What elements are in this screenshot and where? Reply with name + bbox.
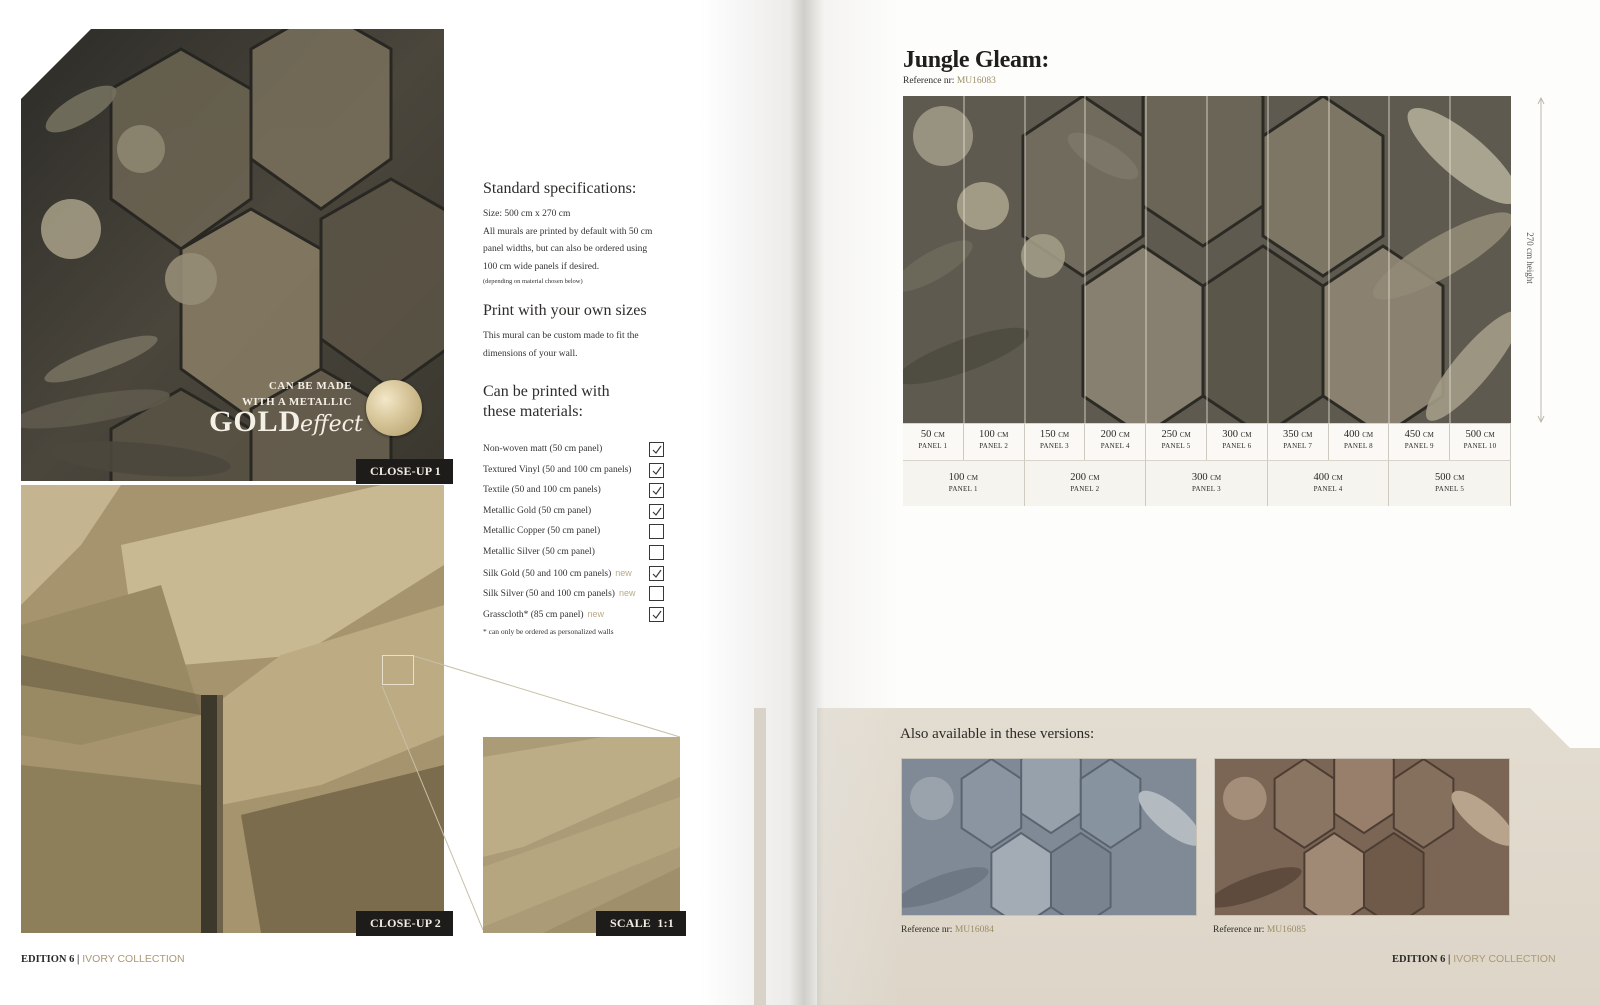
panel-width [964, 424, 1024, 442]
panel-number: PANEL 5 [1161, 442, 1191, 450]
panel-50-cell [1329, 424, 1390, 460]
scale-label: SCALE 1:1 [596, 911, 686, 936]
panel-number: PANEL 3 [1191, 485, 1221, 493]
panel-cm-unit: CM [967, 474, 978, 482]
specs-note: (depending on material chosen below) [483, 278, 583, 285]
panel-number: PANEL 4 [1313, 485, 1343, 493]
panel-cm-value: 500 [1435, 472, 1451, 483]
closeup-1-label: CLOSE-UP 1 [356, 459, 453, 484]
panel-width [1329, 424, 1389, 442]
right-footer-collection: IVORY COLLECTION [1450, 953, 1556, 965]
panel-100-cell [903, 460, 1025, 506]
panel-cm-unit: CM [997, 431, 1009, 439]
panel-width [903, 424, 963, 442]
panel-number: PANEL 1 [918, 442, 948, 450]
panel-50-cell [1085, 424, 1146, 460]
materials-footnote: * can only be ordered as personalized walls [483, 627, 614, 636]
material-name [483, 485, 601, 495]
material-name [483, 568, 632, 579]
material-label: Non-woven matt (50 cm panel) [483, 444, 603, 454]
material-label: Metallic Gold (50 cm panel) [483, 505, 592, 516]
panel-cm-unit: CM [1362, 431, 1374, 439]
material-label: Silk Silver (50 and 100 cm panels) [483, 589, 615, 600]
panel-number: PANEL 2 [1070, 485, 1100, 493]
panel-cm-value: 300 [1222, 429, 1238, 440]
material-checkbox[interactable] [649, 586, 664, 601]
version2-reference-code: MU16085 [1266, 925, 1306, 935]
scale-image [483, 737, 680, 933]
panel-width [1146, 424, 1206, 442]
panel-number: PANEL 6 [1222, 442, 1252, 450]
panel-cm-unit: CM [1453, 474, 1465, 482]
version1-reference-code: MU16084 [954, 925, 994, 935]
custom-size-body-2: dimensions of your wall. [483, 348, 578, 359]
gold-promo-script: effect [300, 412, 363, 437]
specs-body-3: 100 cm wide panels if desired. [483, 261, 600, 272]
panel-50-cell [903, 424, 964, 460]
panel-number: PANEL 4 [1100, 442, 1130, 450]
panel-cm-unit: CM [1210, 474, 1222, 482]
material-label: Textured Vinyl (50 and 100 cm panels) [483, 464, 632, 475]
check-icon [651, 485, 663, 497]
material-checkbox[interactable] [649, 566, 664, 581]
panel-cm-value: 200 [1070, 472, 1086, 483]
specs-size: Size: 500 cm x 270 cm [483, 209, 571, 219]
closeup-2-label: CLOSE-UP 2 [356, 911, 453, 936]
gold-promo-line2: WITH A METALLIC [242, 396, 352, 408]
panel-100-cell [1268, 460, 1390, 506]
right-footer-edition: EDITION 6 | [1392, 954, 1451, 965]
panel-width [1025, 461, 1146, 485]
panel-width [1085, 424, 1145, 442]
new-badge: new [618, 588, 636, 599]
panel-cm-value: 400 [1343, 429, 1360, 440]
new-badge: new [615, 567, 632, 578]
panel-100-cell [1389, 460, 1511, 506]
custom-size-body-1: This mural can be custom made to fit the [483, 331, 639, 341]
panel-50-cell [1450, 424, 1511, 460]
version2-reference [1213, 925, 1306, 935]
left-footer [21, 953, 185, 965]
material-checkbox[interactable] [649, 463, 664, 478]
material-label: Metallic Silver (50 cm panel) [483, 547, 595, 557]
material-checkbox[interactable] [649, 545, 664, 560]
material-checkbox[interactable] [649, 504, 664, 519]
panel-cm-unit: CM [1483, 431, 1495, 439]
materials-title-2: these materials: [483, 403, 583, 420]
material-checkbox[interactable] [649, 442, 664, 457]
panel-cm-unit: CM [1331, 474, 1343, 482]
panel-cm-value: 350 [1283, 429, 1299, 440]
gold-promo-big: GOLD [209, 405, 302, 438]
height-arrow [1536, 96, 1546, 424]
specs-body-1: All murals are printed by default with 50 cm [483, 226, 653, 237]
panel-cm-value: 250 [1161, 429, 1178, 440]
panel-width [1025, 424, 1085, 442]
panel-50-cell [1268, 424, 1329, 460]
panel-number: PANEL 8 [1343, 442, 1373, 450]
material-row [483, 442, 683, 460]
panel-cm-unit: CM [1119, 431, 1130, 439]
panel-cm-value: 400 [1313, 472, 1330, 483]
material-row [483, 463, 683, 481]
panel-number: PANEL 2 [979, 442, 1009, 450]
check-icon [651, 568, 663, 580]
version-thumbnail-brown[interactable] [1214, 758, 1510, 916]
panel-number: PANEL 7 [1283, 442, 1313, 450]
panel-cm-unit: CM [934, 431, 945, 439]
panel-cm-unit: CM [1179, 431, 1191, 439]
panel-width [1450, 424, 1510, 442]
panel-cm-value: 100 [948, 472, 965, 483]
material-row [483, 545, 683, 563]
material-row [483, 566, 683, 584]
versions-title: Also available in these versions: [900, 726, 1095, 742]
panel-cm-unit: CM [1058, 431, 1070, 439]
material-checkbox[interactable] [649, 607, 664, 622]
material-row [483, 504, 683, 522]
material-name [483, 588, 635, 599]
right-footer [1392, 953, 1556, 965]
version1-reference-prefix: Reference nr: [901, 925, 955, 935]
mural-reference [903, 76, 996, 86]
material-checkbox[interactable] [649, 524, 664, 539]
panel-cm-value: 200 [1100, 429, 1117, 440]
material-label: Metallic Copper (50 cm panel) [483, 526, 601, 537]
panel-number: PANEL 5 [1435, 485, 1465, 493]
panel-100-cell [1025, 460, 1147, 506]
specs-body-2: panel widths, but can also be ordered using [483, 244, 648, 254]
check-icon [651, 465, 663, 477]
material-checkbox[interactable] [649, 483, 664, 498]
panel-50-cell [1389, 424, 1450, 460]
panel-width [1268, 461, 1389, 485]
panel-50-cell [1207, 424, 1268, 460]
mural-title: Jungle Gleam: [903, 47, 1050, 73]
panel-width [1389, 424, 1449, 442]
standard-specifications [483, 180, 683, 429]
material-row [483, 607, 683, 625]
mural-reference-prefix: Reference nr: [903, 76, 957, 86]
panel-100-cell [1146, 460, 1268, 506]
check-icon [651, 506, 663, 518]
height-label: 270 cm height [1525, 232, 1535, 284]
material-name [483, 444, 602, 454]
mural-reference-code: MU16083 [956, 76, 996, 86]
panel-width [1146, 461, 1267, 485]
panel-cm-unit: CM [1301, 431, 1313, 439]
panel-size-table [903, 423, 1511, 505]
panel-width [1207, 424, 1267, 442]
material-name [483, 547, 595, 557]
panel-number: PANEL 10 [1463, 442, 1497, 450]
panel-number: PANEL 9 [1404, 442, 1434, 450]
left-footer-edition: EDITION 6 | [21, 954, 80, 965]
custom-size-title: Print with your own sizes [483, 302, 647, 319]
panel-cm-value: 300 [1191, 472, 1208, 483]
material-name [483, 526, 600, 536]
panel-cm-value: 100 [979, 429, 995, 440]
panel-cm-value: 50 [920, 429, 932, 440]
panel-cm-unit: CM [1240, 431, 1252, 439]
version2-reference-prefix: Reference nr: [1213, 925, 1267, 935]
version1-reference [901, 925, 994, 935]
material-row [483, 524, 683, 542]
material-row [483, 483, 683, 501]
new-badge: new [587, 608, 605, 619]
material-name [483, 506, 591, 516]
material-label: Grasscloth* (85 cm panel) [483, 609, 584, 620]
panel-50-cell [1025, 424, 1086, 460]
check-icon [651, 444, 663, 456]
material-name [483, 609, 604, 620]
panel-50-cell [1146, 424, 1207, 460]
page-edge-band [754, 708, 766, 1005]
mural-preview-image [903, 96, 1511, 423]
specs-title: Standard specifications: [483, 180, 637, 197]
panel-50-cell [964, 424, 1025, 460]
gold-promo-line1: CAN BE MADE [268, 380, 352, 392]
material-row [483, 586, 683, 604]
materials-title-1: Can be printed with [483, 383, 610, 400]
panel-width [1268, 424, 1328, 442]
panel-cm-unit: CM [1088, 474, 1100, 482]
panel-cm-value: 500 [1465, 429, 1482, 440]
material-label: Silk Gold (50 and 100 cm panels) [483, 568, 612, 579]
panel-width [903, 461, 1024, 485]
material-name [483, 465, 631, 475]
panel-cm-value: 450 [1404, 429, 1421, 440]
material-label: Textile (50 and 100 cm panels) [483, 485, 601, 496]
version-thumbnail-blue[interactable] [901, 758, 1197, 916]
panel-width [1389, 461, 1510, 485]
check-icon [651, 609, 663, 621]
panel-number: PANEL 1 [948, 485, 978, 493]
panel-cm-unit: CM [1423, 431, 1434, 439]
panel-number: PANEL 3 [1039, 442, 1069, 450]
band-corner [1530, 708, 1600, 748]
left-footer-collection: IVORY COLLECTION [79, 953, 185, 965]
panel-cm-value: 150 [1039, 429, 1056, 440]
